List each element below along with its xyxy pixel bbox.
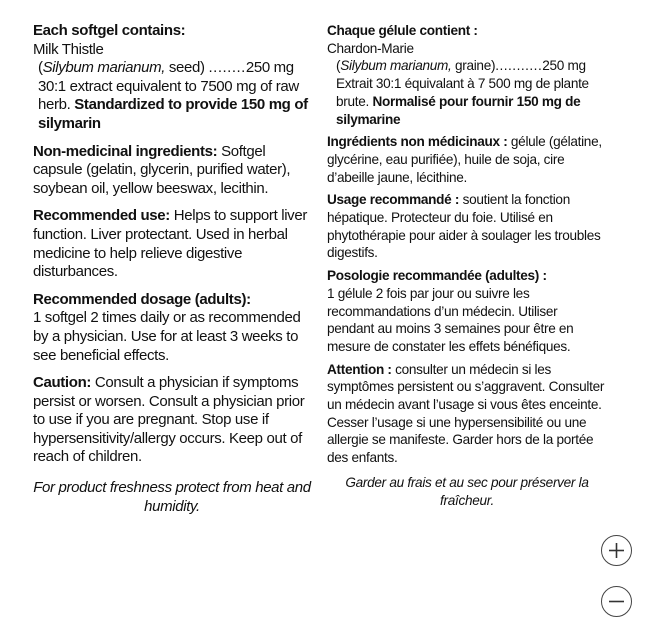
dosage-section — [33, 291, 311, 365]
plus-icon — [608, 542, 625, 559]
dosage-label-fr: Posologie recommandée (adultes) : — [327, 268, 547, 284]
caution-text-fr: consulter un médecin si les symptômes persistent ou s’aggravent. Consulter un médecin avant l’usage si vous êtes enceinte. Cesser l’usage si une hypersensibilité ou une allergie se manifeste. Garder hors de la portée des enfants. — [327, 361, 605, 466]
latin-name-fr: Silybum marianum, — [340, 58, 452, 74]
use-section-fr — [327, 191, 607, 262]
nmi-label-fr: Ingrédients non médicinaux : — [327, 134, 508, 150]
minus-icon — [608, 593, 625, 610]
caution-label-fr: Attention : — [327, 361, 392, 377]
ingredients-section — [33, 22, 311, 134]
nmi-section — [33, 143, 311, 199]
plant-part-fr: graine) — [451, 58, 496, 74]
ingredients-section-fr — [327, 22, 607, 128]
herb-name-fr: Chardon-Marie — [327, 40, 414, 56]
plant-part: seed) — [165, 59, 205, 77]
standardized-text-fr: Normalisé pour fournir 150 mg de silymarine — [336, 93, 581, 127]
use-text-fr: soutient la fonction hépatique. Protecteur du foie. Utilisé en phytothérapie pour aider à soulager les troubles digestifs. — [327, 192, 601, 261]
standardized-text: Standardized to provide 150 mg of silymarin — [38, 96, 308, 132]
caution-section-fr — [327, 361, 607, 467]
leader-dots-fr: ........... — [495, 58, 543, 74]
contains-heading: Each softgel contains: — [33, 22, 186, 39]
dosage-label: Recommended dosage (adults): — [33, 290, 251, 308]
extract-line: 30:1 extract equivalent to 7500 mg of raw herb. — [38, 77, 299, 114]
extract-line-fr: Extrait 30:1 équivalant à 7 500 mg de plante brute. — [336, 76, 589, 109]
dosage-section-fr — [327, 267, 607, 356]
latin-name: Silybum marianum, — [42, 59, 166, 77]
nmi-section-fr — [327, 133, 607, 186]
caution-label: Caution: — [33, 374, 92, 392]
use-label: Recommended use: — [33, 207, 170, 225]
dose-amount-fr: 250 mg — [542, 58, 586, 74]
zoom-in-button[interactable] — [601, 535, 632, 566]
zoom-out-button[interactable] — [601, 586, 632, 617]
herb-name: Milk Thistle — [33, 40, 104, 58]
english-column — [33, 22, 311, 516]
use-section — [33, 207, 311, 281]
dosage-text-fr: 1 gélule 2 fois par jour ou suivre les recommandations d’un médecin. Utiliser pendant au moins 3 semaines pour être en mesure de constater les effets bénéfiques. — [327, 285, 574, 354]
freshness-note-fr: Garder au frais et au sec pour préserver la fraîcheur. — [345, 474, 589, 508]
nmi-text: Softgel capsule (gelatin, glycerin, purified water), soybean oil, yellow beeswax, lecithin. — [33, 142, 291, 197]
french-column — [327, 22, 607, 509]
use-label-fr: Usage recommandé : — [327, 192, 460, 208]
leader-dots: ........ — [208, 59, 246, 77]
contains-heading-fr: Chaque gélule contient : — [327, 23, 478, 38]
caution-section — [33, 374, 311, 467]
dose-amount: 250 mg — [245, 59, 294, 77]
use-text: Helps to support liver function. Liver protectant. Used in herbal medicine to help relieve digestive disturbances. — [33, 207, 307, 281]
herb-detail: (Silybum marianum, seed) ........250 mg 30:1 extract equivalent to 7500 mg of raw herb. Standardized to provide 150 mg of silymarin — [38, 59, 308, 132]
dosage-text: 1 softgel 2 times daily or as recommended by a physician. Use for at least 3 weeks to see beneficial effects. — [33, 309, 301, 364]
herb-detail-fr: (Silybum marianum, graine)...........250 mg Extrait 30:1 équivalant à 7 500 mg de plante brute. Normalisé pour fournir 150 mg de silymarine — [336, 58, 589, 127]
caution-text: Consult a physician if symptoms persist or worsen. Consult a physician prior to use if you are pregnant. Stop use if hypersensitivity/allergy occurs. Keep out of reach of children. — [33, 374, 305, 466]
nmi-text-fr: gélule (gélatine, glycérine, eau purifiée), huile de soja, cire d’abeille jaune, lécithine. — [327, 134, 602, 185]
freshness-note: For product freshness protect from heat and humidity. — [33, 479, 311, 515]
nmi-label: Non-medicinal ingredients: — [33, 142, 218, 160]
